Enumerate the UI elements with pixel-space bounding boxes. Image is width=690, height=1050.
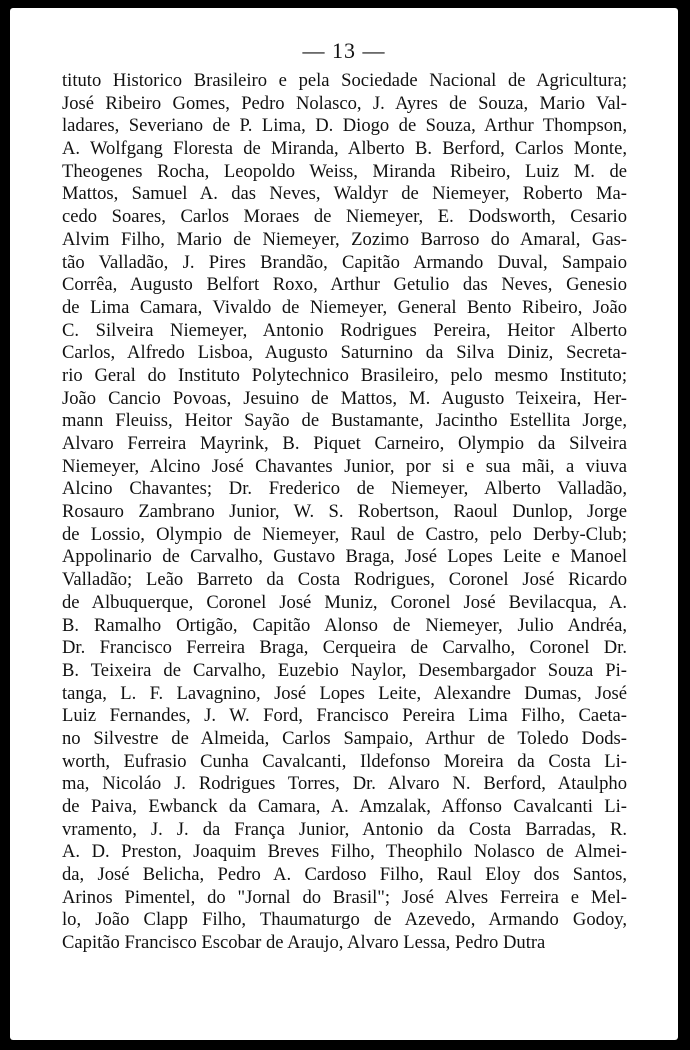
text-line: Theogenes Rocha, Leopoldo Weiss, Miranda Ribeiro, Luiz M. de bbox=[62, 160, 627, 182]
text-line: tituto Historico Brasileiro e pela Sociedade Nacional de Agricultura; bbox=[62, 70, 627, 91]
text-line: vramento, J. J. da França Junior, Antonio da Costa Barradas, R. bbox=[62, 818, 627, 840]
text-line: Arinos Pimentel, do "Jornal do Brasil"; José Alves Ferreira e Mel- bbox=[62, 886, 627, 908]
text-line: ladares, Severiano de P. Lima, D. Diogo de Souza, Arthur Thompson, bbox=[62, 115, 627, 137]
text-line: Valladão; Leão Barreto da Costa Rodrigues, Coronel José Ricardo bbox=[62, 569, 627, 591]
text-line: tão Valladão, J. Pires Brandão, Capitão Armando Duval, Sampaio bbox=[62, 251, 627, 273]
text-line: rio Geral do Instituto Polytechnico Brasileiro, pelo mesmo Instituto; bbox=[62, 364, 627, 386]
text-line: Rosauro Zambrano Junior, W. S. Robertson, Raoul Dunlop, Jorge bbox=[62, 501, 627, 523]
text-line: Luiz Fernandes, J. W. Ford, Francisco Pereira Lima Filho, Caeta- bbox=[62, 705, 627, 727]
text-line: no Silvestre de Almeida, Carlos Sampaio, Arthur de Toledo Dods- bbox=[62, 727, 627, 749]
text-line: Capitão Francisco Escobar de Araujo, Alvaro Lessa, Pedro Dutra bbox=[62, 932, 546, 954]
text-line: Niemeyer, Alcino José Chavantes Junior, por si e sua mãi, a viuva bbox=[62, 455, 627, 477]
text-line: Corrêa, Augusto Belfort Roxo, Arthur Getulio das Neves, Genesio bbox=[62, 274, 627, 296]
text-line: lo, João Clapp Filho, Thaumaturgo de Azevedo, Armando Godoy, bbox=[62, 909, 627, 931]
text-line: da, José Belicha, Pedro A. Cardoso Filho, Raul Eloy dos Santos, bbox=[62, 864, 627, 886]
text-line: Alvaro Ferreira Mayrink, B. Piquet Carneiro, Olympio da Silveira bbox=[62, 433, 627, 454]
text-line: tanga, L. F. Lavagnino, José Lopes Leite, Alexandre Dumas, José bbox=[62, 682, 627, 704]
text-line: Carlos, Alfredo Lisboa, Augusto Saturnino da Silva Diniz, Secreta- bbox=[62, 342, 627, 364]
text-line: cedo Soares, Carlos Moraes de Niemeyer, E. Dodsworth, Cesario bbox=[62, 206, 627, 228]
text-line: Dr. Francisco Ferreira Braga, Cerqueira de Carvalho, Coronel Dr. bbox=[62, 637, 627, 659]
text-line: Alvim Filho, Mario de Niemeyer, Zozimo Barroso do Amaral, Gas- bbox=[62, 228, 627, 250]
text-line: de Albuquerque, Coronel José Muniz, Coronel José Bevilacqua, A. bbox=[62, 591, 627, 613]
page-number: — 13 — bbox=[302, 38, 386, 63]
body-text bbox=[62, 70, 627, 955]
text-line: Mattos, Samuel A. das Neves, Waldyr de Niemeyer, Roberto Ma- bbox=[62, 183, 627, 205]
text-line: de Lossio, Olympio de Niemeyer, Raul de Castro, pelo Derby-Club; bbox=[62, 523, 627, 545]
text-line: A. D. Preston, Joaquim Breves Filho, Theophilo Nolasco de Almei- bbox=[62, 841, 627, 863]
document-page bbox=[10, 8, 678, 1040]
text-line: mann Fleuiss, Heitor Sayão de Bustamante, Jacintho Estellita Jorge, bbox=[62, 410, 627, 432]
text-line: Alcino Chavantes; Dr. Frederico de Niemeyer, Alberto Valladão, bbox=[62, 478, 627, 500]
text-line: Appolinario de Carvalho, Gustavo Braga, José Lopes Leite e Manoel bbox=[62, 546, 627, 568]
text-line: C. Silveira Niemeyer, Antonio Rodrigues Pereira, Heitor Alberto bbox=[62, 319, 627, 341]
text-line: B. Teixeira de Carvalho, Euzebio Naylor, Desembargador Souza Pi- bbox=[62, 659, 627, 681]
text-line: worth, Eufrasio Cunha Cavalcanti, Ildefonso Moreira da Costa Li- bbox=[62, 750, 627, 772]
text-line: José Ribeiro Gomes, Pedro Nolasco, J. Ayres de Souza, Mario Val- bbox=[62, 92, 627, 114]
text-line: B. Ramalho Ortigão, Capitão Alonso de Niemeyer, Julio Andréa, bbox=[62, 614, 627, 636]
text-line: A. Wolfgang Floresta de Miranda, Alberto B. Berford, Carlos Monte, bbox=[62, 138, 627, 160]
text-line: de Paiva, Ewbanck da Camara, A. Amzalak, Affonso Cavalcanti Li- bbox=[62, 796, 627, 817]
text-line: ma, Nicoláo J. Rodrigues Torres, Dr. Alvaro N. Berford, Ataulpho bbox=[62, 773, 627, 795]
text-line: João Cancio Povoas, Jesuino de Mattos, M. Augusto Teixeira, Her- bbox=[62, 387, 627, 409]
text-line: de Lima Camara, Vivaldo de Niemeyer, General Bento Ribeiro, João bbox=[62, 296, 627, 318]
